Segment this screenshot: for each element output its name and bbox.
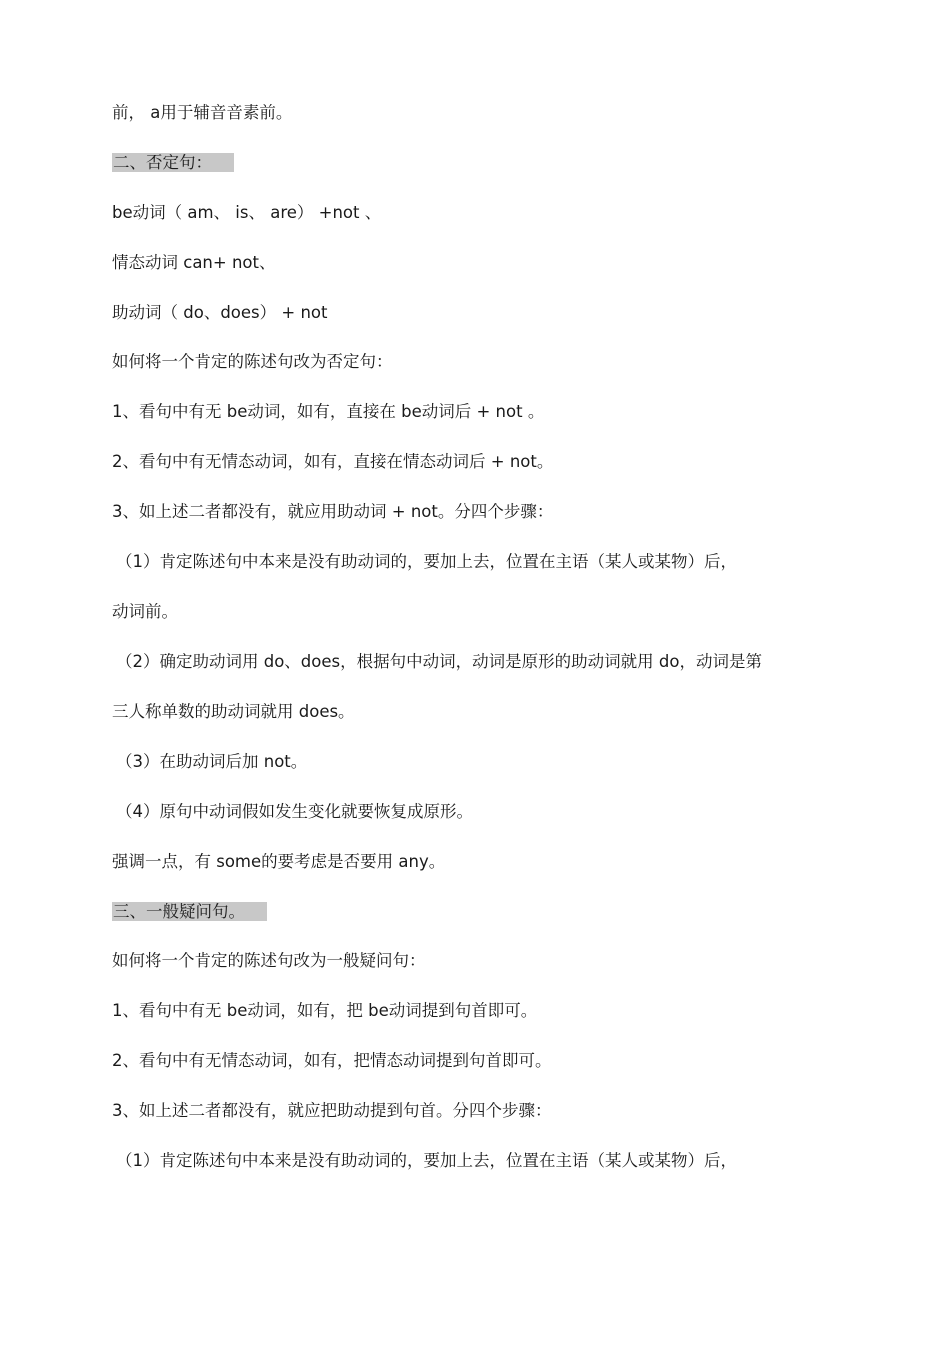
text-line: 助动词（ do、does） + not [112, 303, 328, 322]
text-line: 前， a用于辅音音素前。 [112, 103, 293, 122]
section-heading-question [112, 900, 267, 924]
text-line: （3）在助动词后加 not。 [116, 752, 308, 771]
text-line: 1、看句中有无 be动词，如有，直接在 be动词后 + not 。 [112, 402, 545, 421]
text-line: be动词（ am、 is、 are） +not 、 [112, 203, 382, 222]
text-line: （1）肯定陈述句中本来是没有助动词的，要加上去，位置在主语（某人或某物）后， [116, 552, 737, 571]
text-line: 2、看句中有无情态动词，如有，把情态动词提到句首即可。 [112, 1051, 552, 1070]
text-line: 如何将一个肯定的陈述句改为一般疑问句： [112, 951, 426, 970]
section-heading-negative [112, 151, 234, 175]
text-line: 动词前。 [112, 602, 178, 621]
text-line: 如何将一个肯定的陈述句改为否定句： [112, 352, 393, 371]
text-line: 3、如上述二者都没有，就应把助动提到句首。分四个步骤： [112, 1101, 552, 1120]
text-line: （4）原句中动词假如发生变化就要恢复成原形。 [116, 802, 473, 821]
text-line: 1、看句中有无 be动词，如有，把 be动词提到句首即可。 [112, 1001, 538, 1020]
heading-highlight: 三、一般疑问句。 [112, 902, 267, 921]
text-line: 强调一点，有 some的要考虑是否要用 any。 [112, 852, 446, 871]
text-line: 2、看句中有无情态动词，如有，直接在情态动词后 + not。 [112, 452, 554, 471]
text-line: 三人称单数的助动词就用 does。 [112, 702, 355, 721]
heading-highlight: 二、否定句： [112, 153, 234, 172]
text-line: 3、如上述二者都没有，就应用助动词 + not。分四个步骤： [112, 502, 554, 521]
text-line: （1）肯定陈述句中本来是没有助动词的，要加上去，位置在主语（某人或某物）后， [116, 1151, 737, 1170]
text-line: 情态动词 can+ not、 [112, 253, 276, 272]
text-line: （2）确定助动词用 do、does，根据句中动词，动词是原形的助动词就用 do，动词是第 [116, 652, 762, 671]
